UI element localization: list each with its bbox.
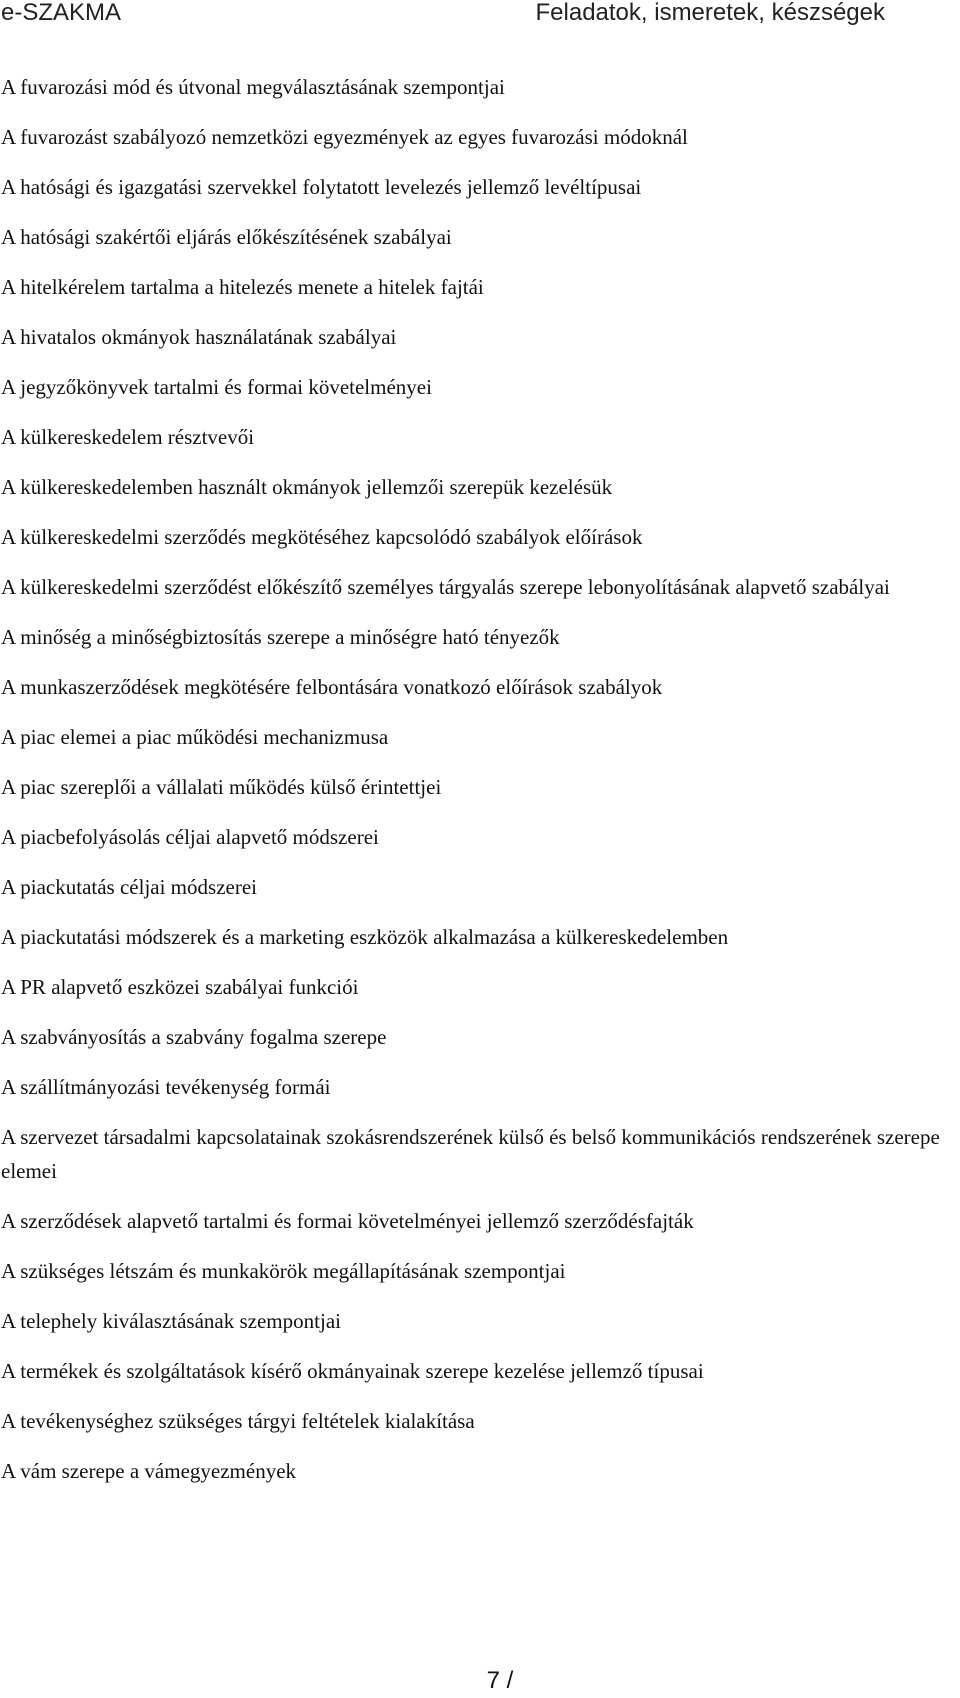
header-brand: e-SZAKMA — [1, 0, 122, 26]
topic-list — [1, 70, 956, 1504]
list-item: A termékek és szolgáltatások kísérő okmányainak szerepe kezelése jellemző típusai — [1, 1359, 704, 1383]
list-item: A telephely kiválasztásának szempontjai — [1, 1309, 341, 1333]
list-item: A hatósági és igazgatási szervekkel folytatott levelezés jellemző levéltípusai — [1, 175, 642, 199]
header-section-title: Feladatok, ismeretek, készségek — [535, 0, 885, 26]
list-item: A piackutatási módszerek és a marketing eszközök alkalmazása a külkereskedelemben — [1, 925, 729, 949]
list-item: A hivatalos okmányok használatának szabályai — [1, 325, 397, 349]
list-item: A szervezet társadalmi kapcsolatainak szokásrendszerének külső és belső kommunikációs rendszerének szerepe elemei — [1, 1125, 940, 1183]
list-item: A külkereskedelem résztvevői — [1, 425, 255, 449]
page-header — [0, 0, 960, 30]
page-footer — [0, 1666, 960, 1696]
list-item: A szükséges létszám és munkakörök megállapításának szempontjai — [1, 1259, 566, 1283]
page-number: 7 / — [486, 1667, 514, 1694]
list-item: A fuvarozási mód és útvonal megválasztásának szempontjai — [1, 75, 505, 99]
list-item: A szabványosítás a szabvány fogalma szerepe — [1, 1025, 387, 1049]
list-item: A piackutatás céljai módszerei — [1, 875, 257, 899]
list-item: A külkereskedelmi szerződést előkészítő személyes tárgyalás szerepe lebonyolításának alapvető szabályai — [1, 575, 890, 599]
list-item: A jegyzőkönyvek tartalmi és formai követelményei — [1, 375, 432, 399]
list-item: A szerződések alapvető tartalmi és formai követelményei jellemző szerződésfajták — [1, 1209, 694, 1233]
list-item: A külkereskedelemben használt okmányok jellemzői szerepük kezelésük — [1, 475, 613, 499]
list-item: A piac szereplői a vállalati működés külső érintettjei — [1, 775, 442, 799]
list-item: A piacbefolyásolás céljai alapvető módszerei — [1, 825, 379, 849]
list-item: A hitelkérelem tartalma a hitelezés menete a hitelek fajtái — [1, 275, 484, 299]
list-item: A piac elemei a piac működési mechanizmusa — [1, 725, 389, 749]
list-item: A szállítmányozási tevékenység formái — [1, 1075, 331, 1099]
list-item: A külkereskedelmi szerződés megkötéséhez kapcsolódó szabályok előírások — [1, 525, 643, 549]
list-item: A tevékenységhez szükséges tárgyi feltételek kialakítása — [1, 1409, 475, 1433]
list-item: A fuvarozást szabályozó nemzetközi egyezmények az egyes fuvarozási módoknál — [1, 125, 688, 149]
list-item: A minőség a minőségbiztosítás szerepe a minőségre ható tényezők — [1, 625, 560, 649]
list-item: A vám szerepe a vámegyezmények — [1, 1459, 297, 1483]
list-item: A hatósági szakértői eljárás előkészítésének szabályai — [1, 225, 452, 249]
list-item: A munkaszerződések megkötésére felbontására vonatkozó előírások szabályok — [1, 675, 663, 699]
list-item: A PR alapvető eszközei szabályai funkciói — [1, 975, 359, 999]
